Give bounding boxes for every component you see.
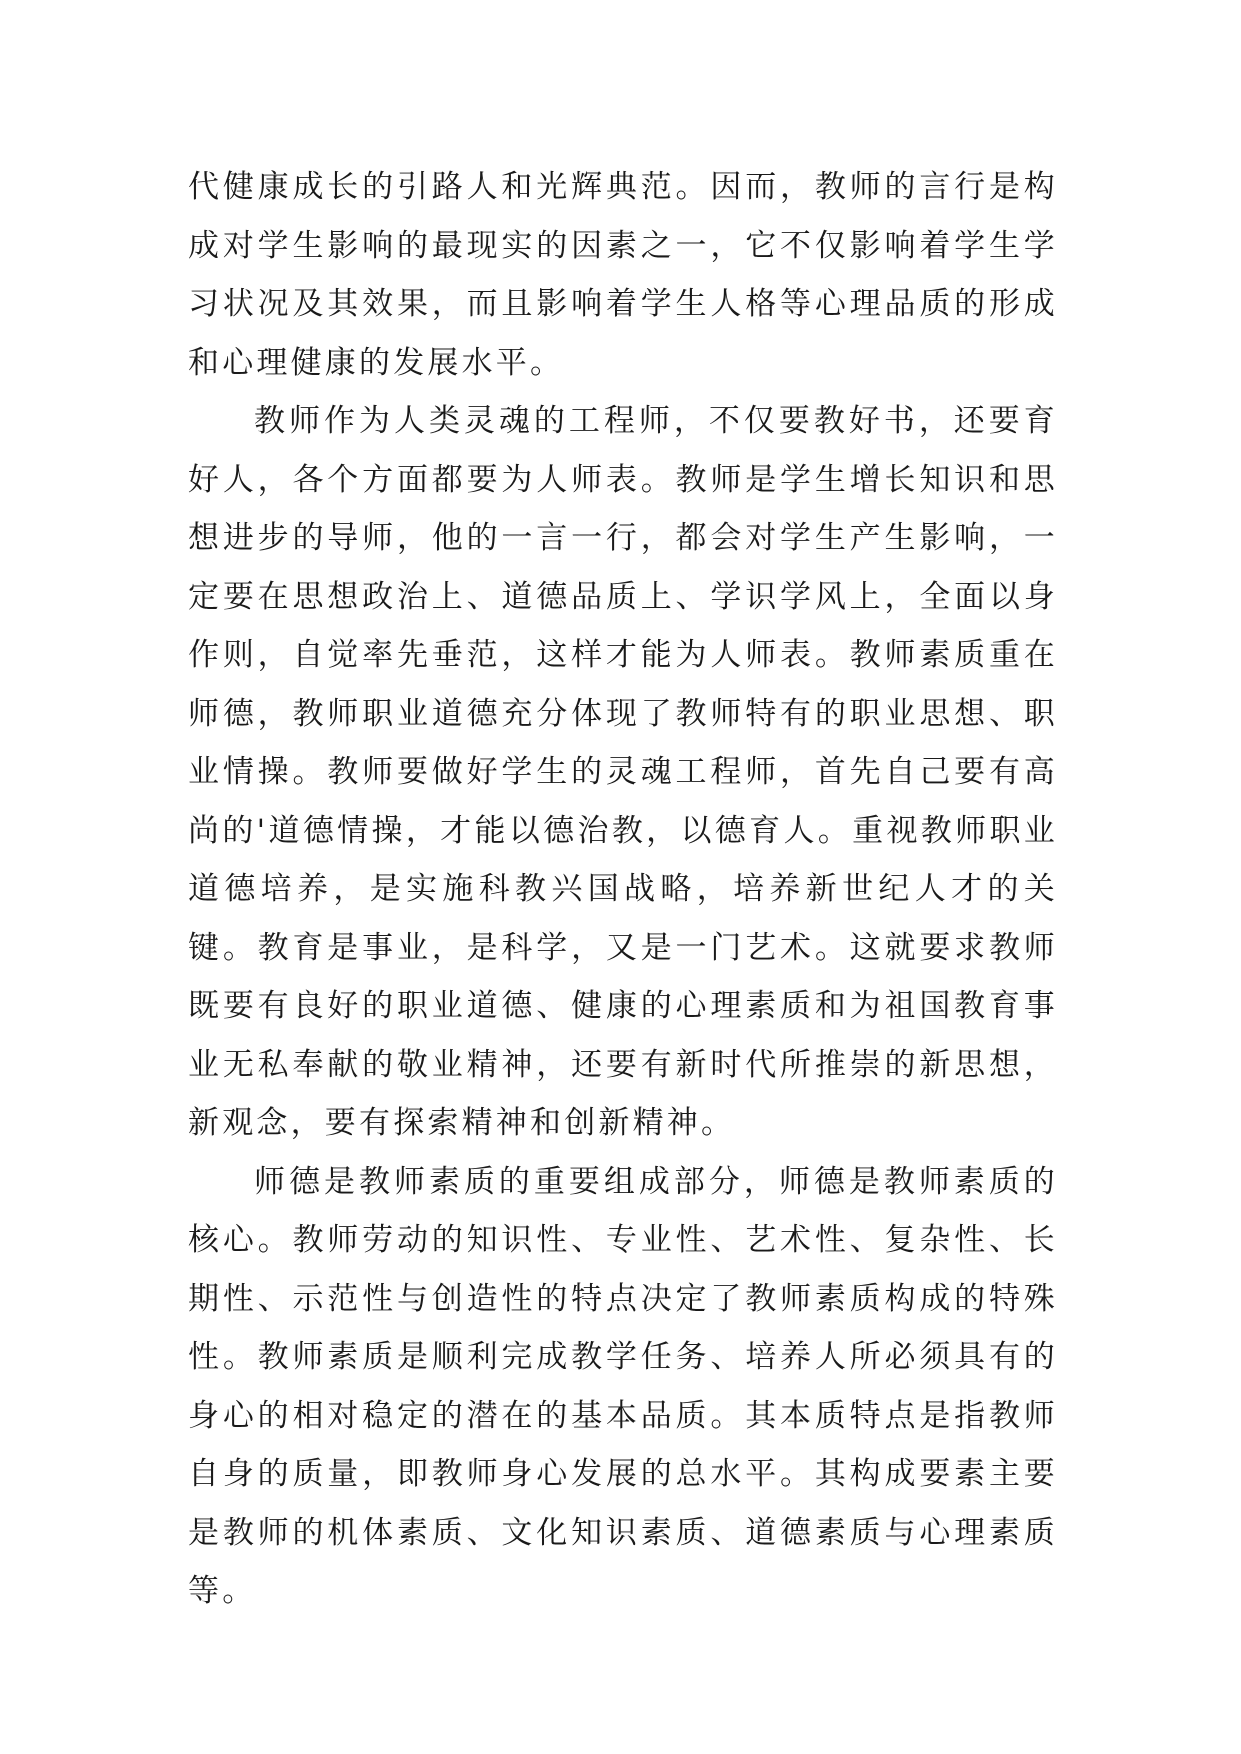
paragraph-2: 教师作为人类灵魂的工程师，不仅要教好书，还要育好人，各个方面都要为人师表。教师是学生增长知识和思想进步的导师，他的一言一行，都会对学生产生影响，一定要在思想政治上、道德品质上、学识学风上，全面以身作则，自觉率先垂范，这样才能为人师表。教师素质重在师德，教师职业道德充分体现了教师特有的职业思想、职业情操。教师要做好学生的灵魂工程师，首先自己要有高尚的'道德情操，才能以德治教，以德育人。重视教师职业道德培养，是实施科教兴国战略，培养新世纪人才的关键。教育是事业，是科学，又是一门艺术。这就要求教师既要有良好的职业道德、健康的心理素质和为祖国教育事业无私奉献的敬业精神，还要有新时代所推崇的新思想，新观念，要有探索精神和创新精神。 (188, 403, 1058, 1141)
document-body (188, 158, 1058, 1621)
paragraph-1: 代健康成长的引路人和光辉典范。因而，教师的言行是构成对学生影响的最现实的因素之一，它不仅影响着学生学习状况及其效果，而且影响着学生人格等心理品质的形成和心理健康的发展水平。 (188, 169, 1058, 381)
paragraph-3: 师德是教师素质的重要组成部分，师德是教师素质的核心。教师劳动的知识性、专业性、艺术性、复杂性、长期性、示范性与创造性的特点决定了教师素质构成的特殊性。教师素质是顺利完成教学任务、培养人所必须具有的身心的相对稳定的潜在的基本品质。其本质特点是指教师自身的质量，即教师身心发展的总水平。其构成要素主要是教师的机体素质、文化知识素质、道德素质与心理素质等。 (188, 1163, 1058, 1609)
